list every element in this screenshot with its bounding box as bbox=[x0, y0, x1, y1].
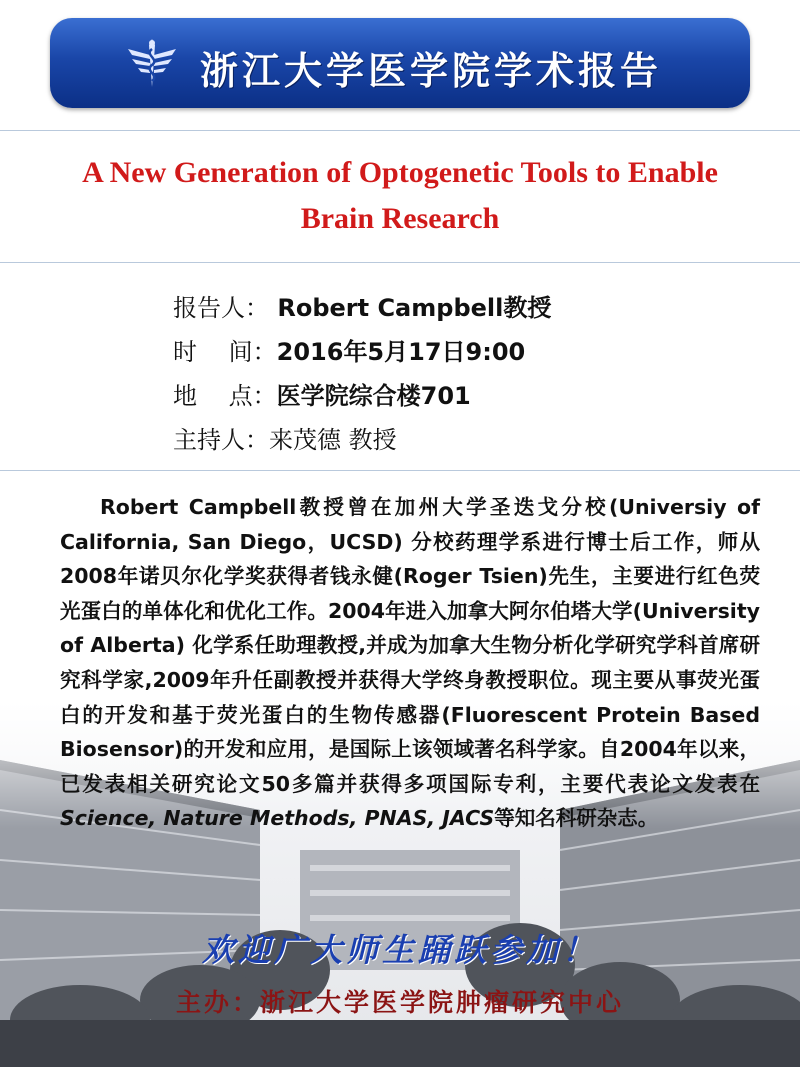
bio-text: Robert Campbell教授曾在加州大学圣迭戈分校(Universiy of California, San Diego，UCSD) 分校药理学系进行博士后工作，师从2008年诺贝尔化学奖获得者钱永健(Roger Tsien)先生，主要进行红色荧光蛋白的单体化和优化工作。2004年进入加拿大阿尔伯塔大学(University of Alberta) 化学系任助理教授,并成为加拿大生物分析化学研究学科首席研究科学家,2009年升任副教授并获得大学终身教授职位。现主要从事荧光蛋白的开发和基于荧光蛋白的生物传感器(Fluorescent Protein Based Biosensor)的开发和应用，是国际上该领域著名科学家。自2004年以来，已发表相关研究论文50多篇并获得多项国际专利，主要代表论文发表在 bbox=[60, 495, 760, 796]
talk-title-line-1: A New Generation of Optogenetic Tools to Enable bbox=[82, 156, 718, 189]
host-row bbox=[173, 418, 551, 462]
place-row bbox=[173, 374, 551, 418]
medical-emblem-icon bbox=[122, 35, 182, 91]
time-label: 时 间： bbox=[173, 338, 277, 366]
host-value: 来茂德 教授 bbox=[269, 426, 397, 454]
talk-title-line-2: Brain Research bbox=[300, 202, 500, 235]
organizer: 主办：浙江大学医学院肿瘤研究中心 bbox=[175, 988, 624, 1017]
bio-journals: Science, Nature Methods, PNAS, JACS bbox=[60, 806, 495, 831]
divider-middle bbox=[0, 262, 800, 263]
speaker-label: 报告人： bbox=[173, 294, 269, 322]
talk-info bbox=[173, 286, 551, 462]
speaker-row bbox=[173, 286, 551, 330]
host-label: 主持人： bbox=[173, 426, 269, 454]
welcome-message: 欢迎广大师生踊跃参加！ bbox=[201, 931, 598, 969]
speaker-biography bbox=[60, 490, 760, 836]
time-row bbox=[173, 330, 551, 374]
banner-title: 浙江大学医学院学术报告 bbox=[200, 49, 663, 93]
header-banner bbox=[50, 18, 750, 108]
bio-text-end: 等知名科研杂志。 bbox=[494, 806, 659, 831]
divider-bottom bbox=[0, 470, 800, 471]
divider-top bbox=[0, 130, 800, 131]
talk-title bbox=[40, 150, 760, 242]
speaker-value: Robert Campbell教授 bbox=[269, 294, 552, 322]
time-value: 2016年5月17日9:00 bbox=[276, 338, 526, 366]
place-label: 地 点： bbox=[173, 382, 277, 410]
place-value: 医学院综合楼701 bbox=[276, 382, 471, 410]
